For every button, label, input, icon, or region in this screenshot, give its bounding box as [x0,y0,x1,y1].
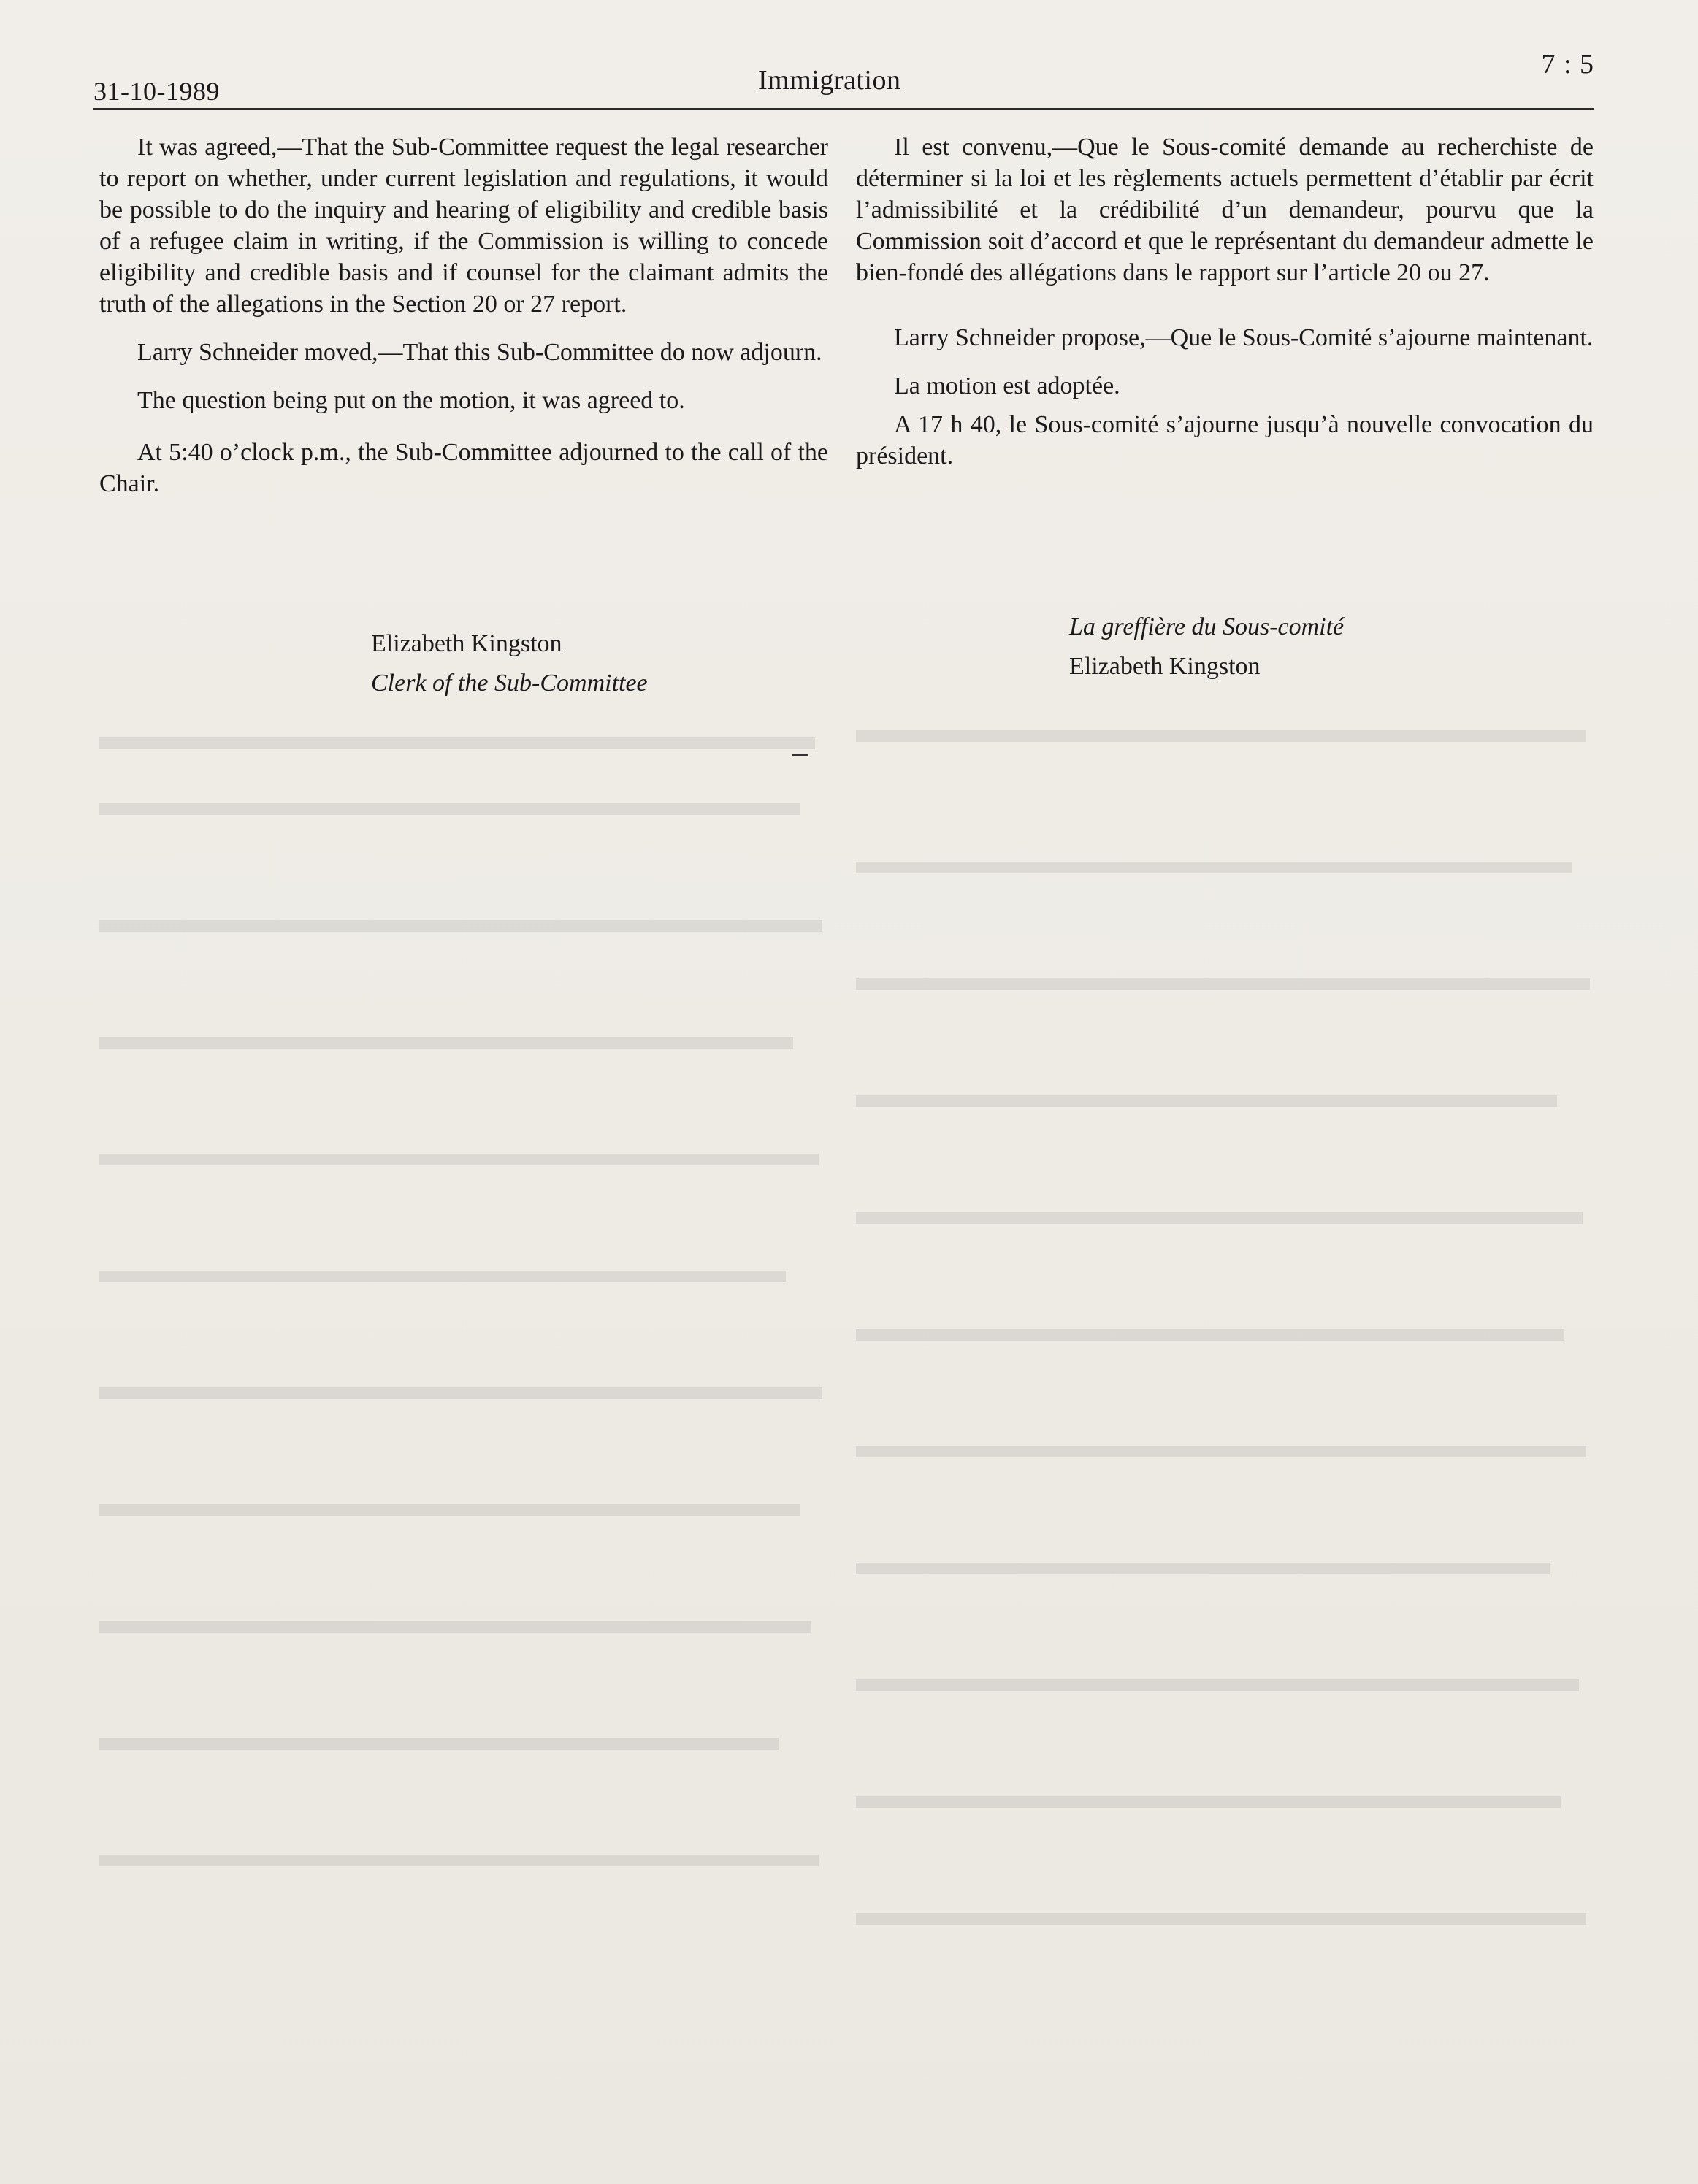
french-paragraph-adjournment: A 17 h 40, le Sous-comité s’ajourne jusqu’à nouvelle convocation du président. [856,411,1594,470]
french-signature-name: Elizabeth Kingston [1069,653,1261,680]
header-date: 31-10-1989 [93,77,220,106]
section-end-rule [792,754,808,756]
french-paragraph-vote: La motion est adoptée. [894,372,1120,399]
running-header [93,42,1594,110]
english-signature-name: Elizabeth Kingston [371,630,562,657]
french-column [856,131,1594,472]
english-signature [371,624,648,703]
english-paragraph-motion: Larry Schneider moved,—That this Sub-Committee do now adjourn. [137,339,822,366]
french-paragraph-motion: Larry Schneider propose,—Que le Sous-Comité s’ajourne maintenant. [894,324,1594,351]
page-number: 7 : 5 [1541,49,1594,80]
french-signature [1069,608,1344,686]
english-paragraph-agreement: It was agreed,—That the Sub-Committee request the legal researcher to report on whether, under current legislation and regulations, it would be possible to do the inquiry and hearing of eligibility and credible basis of a refugee claim in writing, if the Commission is willing to concede eligibility and credible basis and if counsel for the claimant admits the truth of the allegations in the Section 20 or 27 report. [99,134,828,318]
english-paragraph-vote: The question being put on the motion, it was agreed to. [137,387,685,414]
header-title: Immigration [758,65,901,96]
french-signature-title: La greffière du Sous-comité [1069,613,1345,640]
english-paragraph-adjournment: At 5:40 o’clock p.m., the Sub-Committee adjourned to the call of the Chair. [99,439,828,497]
english-column [99,131,828,499]
french-paragraph-agreement: Il est convenu,—Que le Sous-comité demande au recherchiste de déterminer si la loi et les règlements actuels permettent d’établir par écrit l’admissibilité et la crédibilité d’un demandeur, pourvu que la Commission soit d’accord et que le représentant du demandeur admette le bien-fondé des allégations dans le rapport sur l’article 20 ou 27. [856,134,1594,286]
english-signature-title: Clerk of the Sub-Committee [371,670,648,697]
